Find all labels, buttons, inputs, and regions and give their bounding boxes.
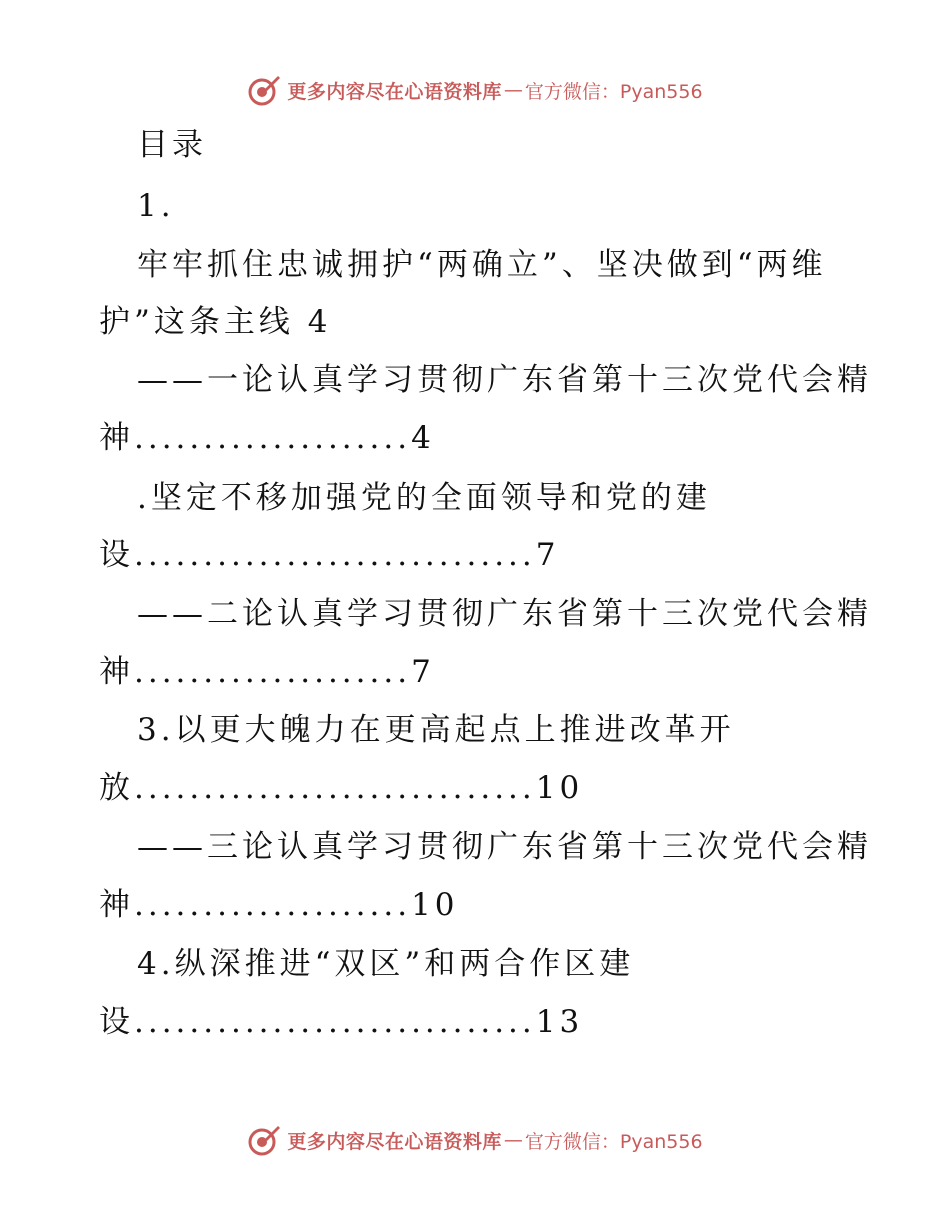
header-wechat: 官方微信：Pyan556 <box>524 80 703 103</box>
toc-line: 牢牢抓住忠诚拥护“两确立”、坚决做到“两维 <box>137 247 827 283</box>
toc-line: 神....................4 <box>99 420 435 456</box>
header-slogan: 更多内容尽在心语资料库 <box>287 80 502 103</box>
header-dash: — <box>503 79 523 101</box>
footer-wechat: 官方微信：Pyan556 <box>524 1130 703 1153</box>
toc-line: 神....................7 <box>99 654 435 690</box>
toc-line: .坚定不移加强党的全面领导和党的建 <box>137 480 711 516</box>
toc-line: 护”这条主线 4 <box>99 304 332 340</box>
toc-line: ——三论认真学习贯彻广东省第十三次党代会精 <box>137 829 872 865</box>
footer-banner <box>0 1120 950 1160</box>
toc-line: 神....................10 <box>99 887 459 923</box>
toc-line: 设.............................7 <box>99 537 560 573</box>
footer-dash: — <box>503 1129 523 1151</box>
toc-line: ——二论认真学习贯彻广东省第十三次党代会精 <box>137 596 872 632</box>
toc-title: 目录 <box>137 127 207 163</box>
footer-slogan: 更多内容尽在心语资料库 <box>287 1130 502 1153</box>
toc-line: ——一论认真学习贯彻广东省第十三次党代会精 <box>137 362 872 398</box>
pen-logo-icon <box>247 1123 281 1157</box>
toc-line: 4.纵深推进“双区”和两合作区建 <box>137 946 635 982</box>
toc-line: 设.............................13 <box>99 1004 584 1040</box>
toc-line: 放.............................10 <box>99 770 584 806</box>
toc-line: 3.以更大魄力在更高起点上推进改革开 <box>137 712 735 748</box>
toc-line: 1. <box>137 188 175 224</box>
